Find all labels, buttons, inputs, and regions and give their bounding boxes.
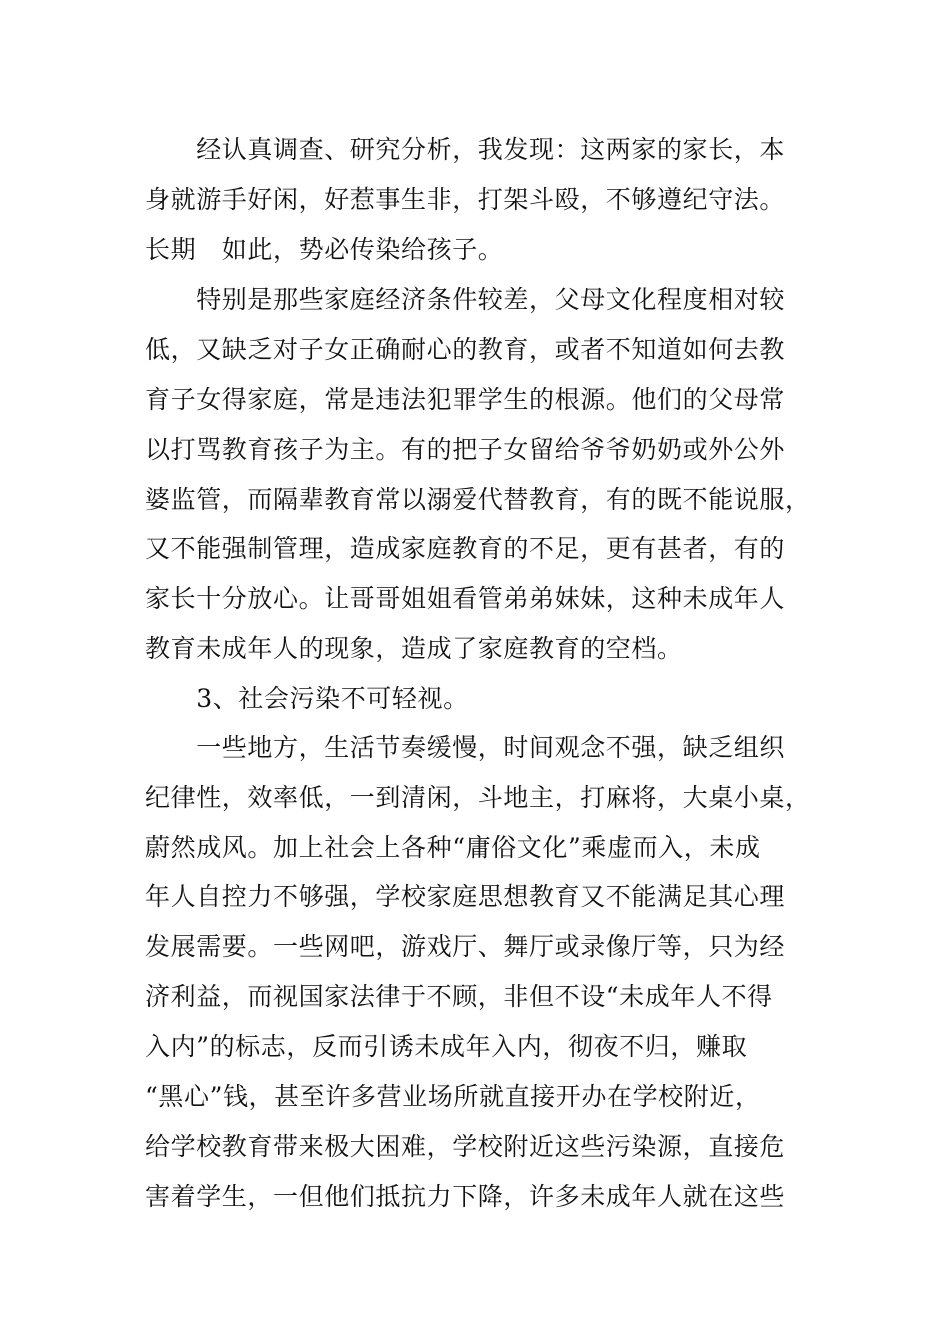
text-line: 低，又缺乏对子女正确耐心的教育，或者不知道如何去教 [145, 335, 786, 364]
text-line: 年人自控力不够强，学校家庭思想教育又不能满足其心理 [145, 882, 786, 911]
text-line: 一些地方，生活节奏缓慢，时间观念不强，缺乏组织 [145, 733, 786, 762]
text-line: 纪律性，效率低，一到清闲，斗地主，打麻将，大桌小桌， [145, 783, 811, 812]
text-line: 特别是那些家庭经济条件较差，父母文化程度相对较 [145, 285, 786, 314]
text-line: 经认真调查、研究分析，我发现：这两家的家长，本 [145, 135, 786, 164]
text-line: 又不能强制管理，造成家庭教育的不足，更有甚者，有的 [145, 534, 786, 563]
text-line: 给学校教育带来极大困难，学校附近这些污染源，直接危 [145, 1132, 786, 1161]
text-line: 长期 如此，势必传染给孩子。 [145, 235, 504, 264]
text-line: 育子女得家庭，常是违法犯罪学生的根源。他们的父母常 [145, 385, 786, 414]
text-line: 济利益，而视国家法律于不顾，非但不设“未成年人不得 [145, 982, 773, 1011]
text-line: 害着学生，一但他们抵抗力下降，许多未成年人就在这些 [145, 1182, 786, 1211]
text-line: 家长十分放心。让哥哥姐姐看管弟弟妹妹，这种未成年人 [145, 584, 786, 613]
text-line: “黑心”钱，甚至许多营业场所就直接开办在学校附近， [145, 1082, 761, 1111]
text-line: 教育未成年人的现象，造成了家庭教育的空档。 [145, 634, 683, 663]
text-line: 3、社会污染不可轻视。 [145, 684, 469, 713]
text-line: 以打骂教育孩子为主。有的把子女留给爷爷奶奶或外公外 [145, 435, 786, 464]
text-line: 入内”的标志，反而引诱未成年入内，彻夜不归，赚取 [145, 1032, 748, 1061]
text-line: 蔚然成风。加上社会上各种“庸俗文化”乘虚而入，未成 [145, 833, 761, 862]
text-line: 身就游手好闲，好惹事生非，打架斗殴，不够遵纪守法。 [145, 185, 786, 214]
text-line: 发展需要。一些网吧，游戏厅、舞厅或录像厅等，只为经 [145, 932, 786, 961]
text-line: 婆监管，而隔辈教育常以溺爱代替教育，有的既不能说服， [145, 485, 811, 514]
